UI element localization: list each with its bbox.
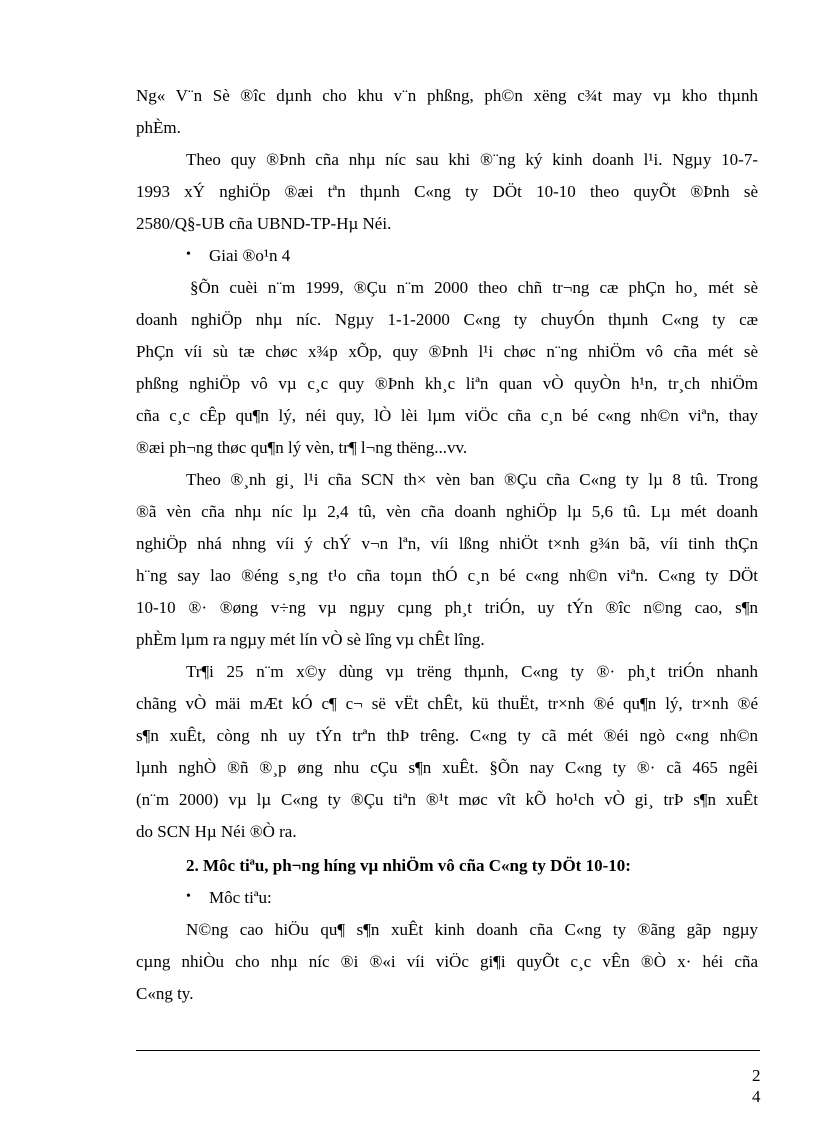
text-line: lµnh nghÒ ®ñ ®¸p øng nhu cÇu s¶n xuÊt. §Õn nay C«ng ty ®· cã 465 ngêi	[136, 758, 758, 777]
text-line: phßng nghiÖp vô vµ c¸c quy ®Þnh kh¸c liªn quan vÒ quyÒn h¹n, tr¸ch nhiÖm	[136, 374, 758, 393]
text-line: h¨ng say lao ®éng s¸ng t¹o cña toµn thÓ c¸n bé c«ng nh©n viªn. C«ng ty DÖt	[136, 566, 758, 585]
text-line: chãng vÒ mäi mÆt kÓ c¶ c¬ së vËt chÊt, kü thuËt, tr×nh ®é qu¶n lý, tr×nh ®é	[136, 694, 758, 713]
text-line: Theo ®¸nh gi¸ l¹i cña SCN th× vèn ban ®Çu cña C«ng ty lµ 8 tû. Trong	[186, 470, 758, 489]
text-line: ®ã vèn cña nhµ níc lµ 2,4 tû, vèn cña doanh nghiÖp lµ 5,6 tû. Lµ mét doanh	[136, 502, 758, 521]
text-line: phÈm lµm ra ngµy mét lín vÒ sè lîng vµ chÊt lîng.	[136, 630, 485, 649]
text-line: cña c¸c cÊp qu¶n lý, néi quy, lÒ lèi lµm viÖc cña c¸n bé c«ng nh©n viªn, thay	[136, 406, 758, 425]
section-heading: 2. Môc tiªu, ph¬ng híng vµ nhiÖm vô cña C«ng ty DÖt 10-10:	[186, 856, 631, 875]
text-line: Tr¶i 25 n¨m x©y dùng vµ trëng thµnh, C«ng ty ®· ph¸t triÓn nhanh	[186, 662, 758, 681]
text-line: do SCN Hµ Néi ®Ò ra.	[136, 822, 297, 841]
text-line: ®æi ph¬ng thøc qu¶n lý vèn, tr¶ l¬ng thëng...vv.	[136, 438, 468, 457]
text-line: nghiÖp nhá nhng víi ý chÝ v¬n lªn, víi lßng nhiÖt t×nh g¾n bã, víi tinh thÇn	[136, 534, 758, 553]
page-number-digit: 4	[752, 1087, 761, 1106]
bullet-heading: Môc tiªu:	[209, 888, 272, 907]
text-line: phÈm.	[136, 118, 181, 137]
text-line: (n¨m 2000) vµ lµ C«ng ty ®Çu tiªn ®¹t møc vît kÕ ho¹ch vÒ gi¸ trÞ s¶n xuÊt	[136, 790, 758, 809]
text-line: N©ng cao hiÖu qu¶ s¶n xuÊt kinh doanh cña C«ng ty ®ãng gãp ngµy	[186, 920, 758, 939]
footer-rule	[136, 1050, 760, 1051]
bullet-heading: Giai ®o¹n 4	[209, 246, 291, 265]
text-line: §Õn cuèi n¨m 1999, ®Çu n¨m 2000 theo chñ tr¬ng cæ phÇn ho¸ mét sè	[190, 278, 758, 297]
text-line: s¶n xuÊt, còng nh uy tÝn trªn thÞ trêng. C«ng ty cã mét ®éi ngò c«ng nh©n	[136, 726, 758, 745]
text-line: C«ng ty.	[136, 984, 194, 1003]
bullet-icon: •	[186, 247, 191, 262]
text-line: Theo quy ®Þnh cña nhµ níc sau khi ®¨ng ký kinh doanh l¹i. Ngµy 10-7-	[186, 150, 758, 169]
text-line: Ng« V¨n Sè ®îc dµnh cho khu v¨n phßng, ph©n xëng c¾t may vµ kho thµnh	[136, 86, 758, 105]
text-line: 2580/Q§-UB cña UBND-TP-Hµ Néi.	[136, 214, 392, 233]
text-line: cµng nhiÒu cho nhµ níc ®i ®«i víi viÖc gi¶i quyÕt c¸c vÊn ®Ò x· héi cña	[136, 952, 758, 971]
bullet-icon: •	[186, 889, 191, 904]
text-line: doanh nghiÖp nhµ níc. Ngµy 1-1-2000 C«ng ty chuyÓn thµnh C«ng ty cæ	[136, 310, 758, 329]
text-line: PhÇn víi sù tæ chøc x¾p xÕp, quy ®Þnh l¹i chøc n¨ng nhiÖm vô cña mét sè	[136, 342, 758, 361]
text-line: 10-10 ®· ®øng v÷ng vµ ngµy cµng ph¸t triÓn, uy tÝn ®îc n©ng cao, s¶n	[136, 598, 758, 617]
page-number-digit: 2	[752, 1066, 761, 1085]
text-line: 1993 xÝ nghiÖp ®æi tªn thµnh C«ng ty DÖt 10-10 theo quyÕt ®Þnh sè	[136, 182, 758, 201]
